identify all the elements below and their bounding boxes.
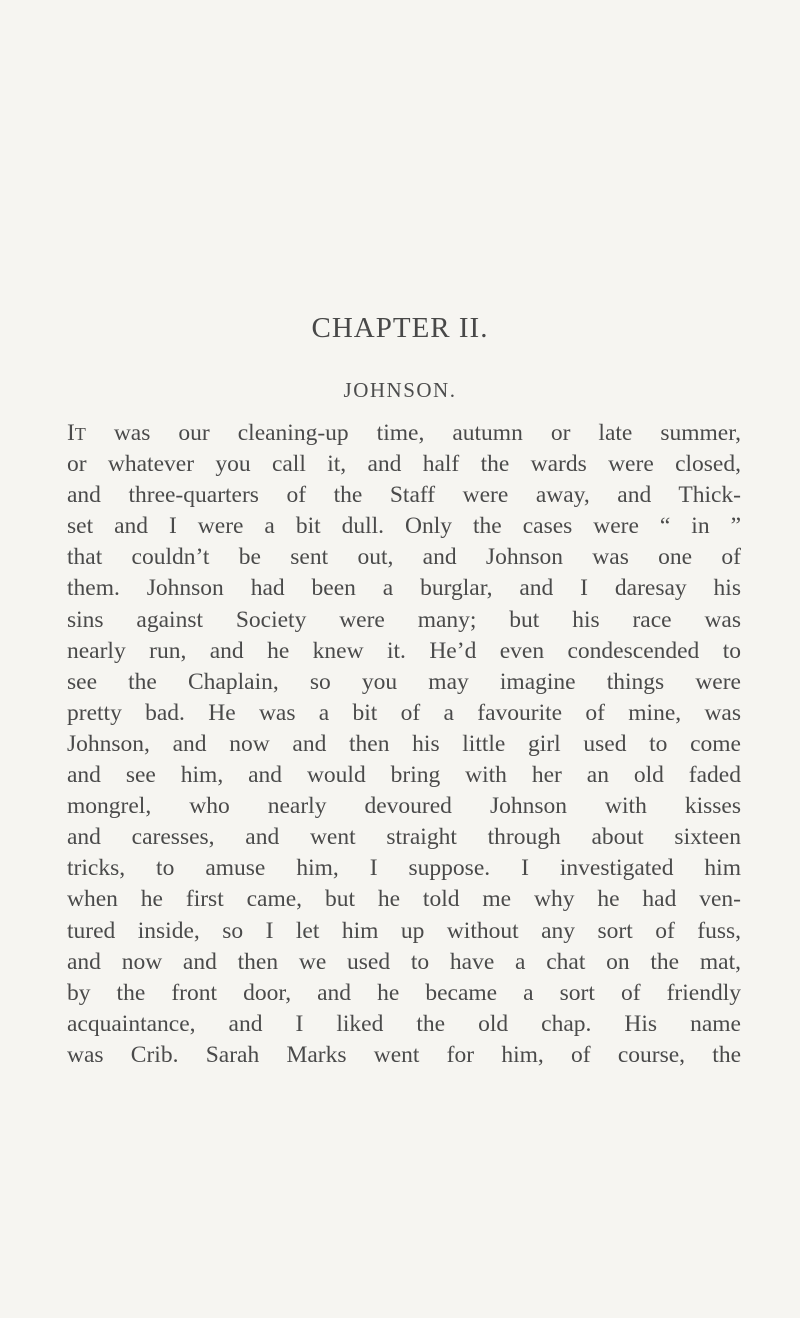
text-line: when he first came, but he told me why he had ven-	[67, 886, 741, 913]
first-line-text: was our cleaning-up time, autumn or late summer,	[85, 420, 741, 446]
drop-initial: I	[67, 420, 75, 446]
text-line: Johnson, and now and then his little girl used to come	[67, 730, 741, 757]
body-text	[67, 418, 741, 1071]
text-line: tured inside, so I let him up without any sort of fuss,	[67, 917, 741, 944]
text-line: and now and then we used to have a chat on the mat,	[67, 948, 741, 975]
text-line: see the Chaplain, so you may imagine things were	[67, 668, 741, 695]
text-line: set and I were a bit dull. Only the cases were “ in ”	[67, 513, 741, 540]
text-line: that couldn’t be sent out, and Johnson was one of	[67, 544, 741, 571]
small-cap-rest: T	[74, 424, 86, 444]
text-line: pretty bad. He was a bit of a favourite of mine, was	[67, 699, 741, 726]
chapter-subtitle: JOHNSON.	[343, 378, 457, 402]
text-line: nearly run, and he knew it. He’d even condescended to	[67, 637, 741, 664]
text-line: and three-quarters of the Staff were away, and Thick-	[67, 482, 741, 509]
text-line: and caresses, and went straight through about sixteen	[67, 824, 741, 851]
text-line: sins against Society were many; but his race was	[67, 606, 741, 633]
text-line: acquaintance, and I liked the old chap. His name	[67, 1010, 741, 1037]
text-line: was Crib. Sarah Marks went for him, of course, the	[67, 1041, 741, 1068]
text-line: tricks, to amuse him, I suppose. I investigated him	[67, 855, 741, 882]
text-line: by the front door, and he became a sort of friendly	[67, 979, 741, 1006]
text-line: and see him, and would bring with her an old faded	[67, 762, 741, 789]
text-line: mongrel, who nearly devoured Johnson with kisses	[67, 793, 741, 820]
text-line: them. Johnson had been a burglar, and I daresay his	[67, 575, 741, 602]
chapter-title: CHAPTER II.	[311, 312, 489, 344]
text-line: or whatever you call it, and half the wards were closed,	[67, 451, 741, 478]
text-line-1	[67, 418, 741, 449]
